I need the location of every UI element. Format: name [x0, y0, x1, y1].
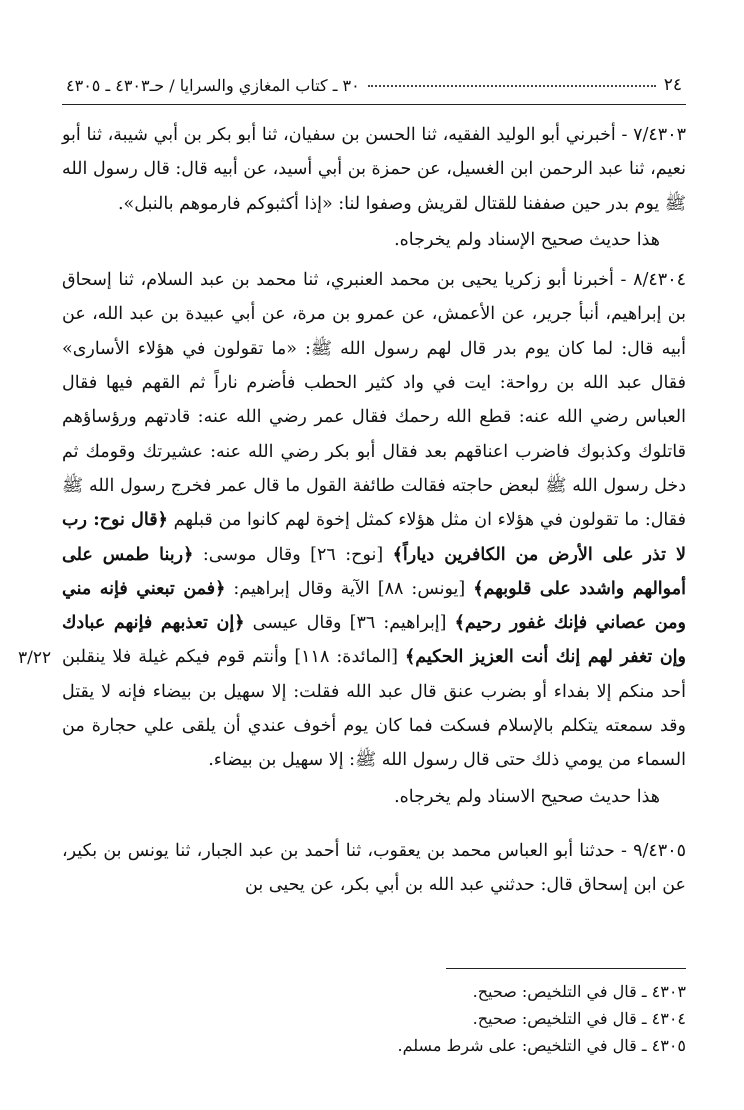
hadith-4304 [62, 263, 686, 777]
running-header [66, 68, 682, 102]
footnote-rule [446, 968, 686, 969]
header-rule [62, 104, 686, 105]
hadith-4304-continuation: [المائدة: ١١٨] وأنتم قوم فيكم غيلة فلا ينقلبن أحد منكم إلا بفداء أو بضرب عنق قال عبد الله فقلت: إلا سهيل بن بيضاء فإنه لا يقتل وقد سمعته يتكلم بالإسلام فسكت فما كان يوم أخوف عندي أن يلقى علي حجارة من السماء من يومي ذلك حتى قال رسول الله ﷺ: إلا سهيل بن بيضاء. [62, 647, 686, 771]
margin-volume-ref: ٣/٢٢ [18, 648, 52, 668]
header-dot-leader [368, 84, 656, 87]
footnotes [366, 978, 686, 1059]
footnote-4304: ٤٣٠٤ ـ قال في التلخيص: صحيح. [472, 1009, 686, 1028]
verse-ref-ibrahim: [إبراهيم: ٣٦] وقال عيسى [252, 613, 447, 634]
quran-verse-maidah: ﴿إن تعذبهم فإنهم عبادك وإن تغفر لهم إنك أنت العزيز الحكيم﴾ [62, 613, 686, 668]
hadith-4304-text: ٨/٤٣٠٤ - أخبرنا أبو زكريا يحيى بن محمد العنبري، ثنا محمد بن عبد السلام، ثنا إسحاق بن إبراهيم، أنبأ جرير، عن الأعمش، عن عمرو بن مرة، عن أبي عبيدة بن عبد الله، عن أبيه قال: لما كان يوم بدر قال لهم رسول الله ﷺ: «ما تقولون في هؤلاء الأسارى» فقال عبد الله بن رواحة: ايت في واد كثير الحطب فأضرم ناراً ثم القهم فيها فقال العباس رضي الله عنه: قطع الله رحمك فقال عمر رضي الله عنه: قادتهم ورؤساؤهم قاتلوك وكذبوك فاضرب اعناقهم بعد فقال أبو بكر رضي الله عنه: عشيرتك وقومك ثم دخل رسول الله ﷺ لبعض حاجته فقالت طائفة القول ما قال عمر فخرج رسول الله ﷺ فقال: ما تقولون في هؤلاء ان مثل هؤلاء كمثل إخوة لهم كانوا من قبلهم [62, 270, 686, 531]
grading-note-4304: هذا حديث صحيح الاسناد ولم يخرجاه. [394, 786, 660, 807]
main-text [62, 118, 686, 903]
quran-verse-nuh: ﴿قال نوح: رب لا تذر على الأرض من الكافرين دياراً﴾ [62, 510, 686, 565]
hadith-4303: ٧/٤٣٠٣ - أخبرني أبو الوليد الفقيه، ثنا الحسن بن سفيان، ثنا أبو بكر بن أبي شيبة، ثنا أبو نعيم، ثنا عبد الرحمن ابن الغسيل، عن حمزة بن أبي أسيد، عن أبيه قال: قال رسول الله ﷺ يوم بدر حين صففنا للقتال لقريش وصفوا لنا: «إذا أكثبوكم فارموهم بالنبل». [62, 125, 686, 214]
running-title: ٣٠ ـ كتاب المغازي والسرايا / حـ٤٣٠٣ ـ ٤٣٠٥ [66, 75, 360, 95]
verse-ref-yunus: [يونس: ٨٨] الآية وقال إبراهيم: [233, 578, 466, 599]
footnote-4305: ٤٣٠٥ ـ قال في التلخيص: على شرط مسلم. [397, 1036, 686, 1055]
quran-verse-yunus: ﴿ربنا طمس على أموالهم واشدد على قلوبهم﴾ [62, 544, 686, 599]
footnote-4303: ٤٣٠٣ ـ قال في التلخيص: صحيح. [472, 982, 686, 1001]
grading-note-4303: هذا حديث صحيح الإسناد ولم يخرجاه. [394, 229, 660, 250]
paragraph-gap [62, 820, 686, 834]
quran-verse-ibrahim: ﴿فمن تبعني فإنه مني ومن عصاني فإنك غفور رحيم﴾ [62, 578, 686, 634]
hadith-4305: ٩/٤٣٠٥ - حدثنا أبو العباس محمد بن يعقوب، ثنا أحمد بن عبد الجبار، ثنا يونس بن بكير، عن ابن إسحاق قال: حدثني عبد الله بن أبي بكر، عن يحيى بن [62, 840, 686, 896]
page-number: ٢٤ [663, 75, 682, 95]
verse-ref-nuh: [نوح: ٢٦] وقال موسى: [202, 544, 384, 565]
